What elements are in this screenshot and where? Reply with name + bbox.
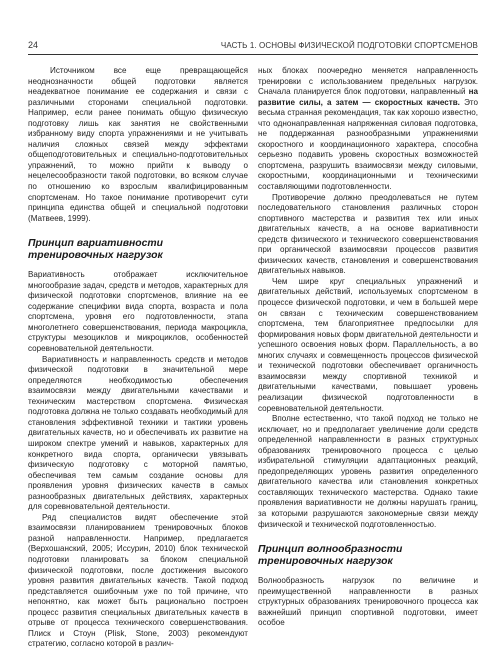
paragraph: Чем шире круг специальных упражнений и двигательных действий, используемых спортсменом в процессе физической подготовки, и чем в большей мере он связан с техническим совершенствованием спортсмена, тем благоприятнее предпосылки для формирования новых форм двигательной деятельности и успешного освоения новых форм. Параллельность, а во многих случаях и совмещенность процессов физической и технической подготовки обеспечивает органичность взаимосвязи между спортивной техникой и двигательными качествами, повышает уровень реализации физической подготовленности в соревновательной деятельности. [258,276,478,413]
left-column [28,66,248,650]
paragraph: Источником все еще превращающейся неоднозначности общей подготовки является неадекватное понимание ее содержания и связи с различными сторонами специальной подготовки. Например, если ранее понимать общую физическую подготовку лишь как занятия не свойственными избранному виду спорта упражнениями и не учитывать наличия сложных связей между эффектами общеподготовительных и специально-подготовительных упражнений, то можно прийти к выводу о нецелесообразности такой подготовки, во всяком случае по отношению ко взрослым квалифицированным спортсменам. Но такое понимание противоречит сути принципа единства общей и специальной подготовки (Матвеев, 1999). [28,66,248,223]
page-number: 24 [28,40,39,50]
paragraph: Вполне естественно, что такой подход не только не исключает, но и предполагает увеличение доли средств определенной направленности в разных структурных образованиях тренировочного процесса с целью избирательной стимуляции адаптационных реакций, предопределяющих уровень развития определенного двигательного качества или становления конкретных составляющих технического мастерства. Однако такие проявления вариативности не должны нарушать границ, за которыми разрушаются закономерные связи между физической и технической подготовленностью. [258,414,478,529]
paragraph: Вариативность и направленность средств и методов физической подготовки в значительной мере определяются необходимостью обеспечения взаимосвязи между двигательными качествами и техническим мастерством спортсмена. Физическая подготовка должна не только создавать необходимый для становления эффективной техники и тактики уровень двигательных качеств, но и обеспечивать их развитие на широком спектре умений и навыков, характерных для конкретного вида спорта, органически увязывать физическую подготовку с моторной памятью, обеспечивая тем самым создание основы для проявления уровня физических качеств в самых разнообразных двигательных действиях, характерных для соревновательной деятельности. [28,354,248,512]
paragraph: Противоречие должно преодолеваться не путем последовательного становления различных сторон спортивного мастерства и развития тех или иных двигательных качеств, а на основе вариативности средств физического и технического совершенствования при органической взаимосвязи процессов развития физических качеств, становления и совершенствования двигательных навыков. [258,192,478,276]
bold-phrase: на развитие силы, а затем — скоростных качеств. [258,87,478,107]
paragraph: Ряд специалистов видят обеспечение этой взаимосвязи планированием тренировочных блоков разной направленности. Например, предлагается (Верхошанский, 2005; Иссурин, 2010) блок технической подготовки планировать за блоком специальной физической подготовки, после достижения высокого уровня развития двигательных качеств. Такой подход представляется ошибочным уже по той причине, что непонятно, как может быть рационально построен процесс развития специальных двигательных качеств в отрыве от процесса технического совершенствования. Плиск и Стоун (Plisk, Stone, 2003) рекомендуют стратегию, согласно которой в различ- [28,512,248,649]
section-heading-wave: Принцип волнообразности тренировочных нагрузок [258,544,403,568]
paragraph: Волнообразность нагрузок по величине и преимущественной направленности в разных структурных образованиях тренировочного процесса как важнейший принцип спортивной подготовки, имеет особое [258,576,478,628]
page-header [28,40,478,55]
right-column [258,66,478,629]
paragraph: ных блоках поочередно меняется направленность тренировки с использованием предельных нагрузок. Сначала планируется блок подготовки, направленный на развитие силы, а затем — скоростных качеств. Это весьма странная рекомендация, так как хорошо известно, что однонаправленная напряженная силовая подготовка, не поддержанная разнообразными упражнениями скоростного и координационного характера, способна серьезно подавить уровень скоростных возможностей спортсмена, разрушить взаимосвязи между силовыми, скоростными, координационными и техническими составляющими подготовленности. [258,66,478,192]
section-heading-variability: Принцип вариативности тренировочных нагрузок [28,238,163,262]
running-title: ЧАСТЬ 1. ОСНОВЫ ФИЗИЧЕСКОЙ ПОДГОТОВКИ СПОРТСМЕНОВ [220,41,478,50]
paragraph: Вариативность отображает исключительное многообразие задач, средств и методов, характерных для физической подготовки спортсменов, влияние на ее содержание специфики вида спорта, возраста и пола спортсмена, уровня его подготовленности, этапа многолетнего совершенствования, периода макроцикла, структуры мезоциклов и микроциклов, особенностей соревновательной деятельности. [28,270,248,354]
